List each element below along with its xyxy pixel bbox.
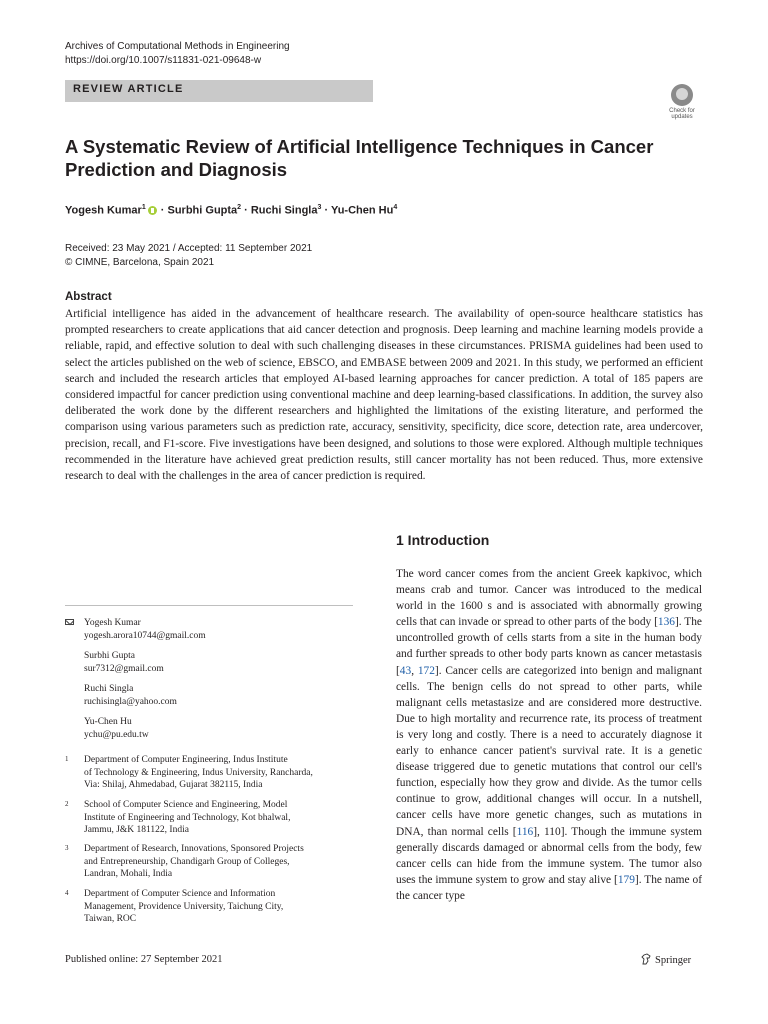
contact-email[interactable]: yogesh.arora10744@gmail.com: [84, 630, 206, 641]
affiliation-line: School of Computer Science and Engineering, Model: [84, 800, 288, 810]
author-affiliation-number: 1: [141, 204, 146, 211]
affiliation-line: Taiwan, ROC: [84, 914, 137, 924]
contact-email[interactable]: sur7312@gmail.com: [84, 663, 164, 674]
published-online-date: Published online: 27 September 2021: [65, 954, 223, 965]
affiliation-line: Department of Computer Science and Information: [84, 889, 276, 899]
affiliation-line: Institute of Engineering and Technology, Kot bhalwal,: [84, 812, 291, 823]
corresponding-author: [84, 617, 206, 642]
contact-email[interactable]: ychu@pu.edu.tw: [84, 729, 149, 740]
journal-header: [65, 40, 290, 68]
author-affiliation-number: 2: [237, 204, 242, 211]
affiliation-line: Landran, Mohali, India: [84, 869, 173, 879]
check-for-updates-label: Check for updates: [669, 108, 695, 120]
citation-link[interactable]: 136: [657, 616, 675, 629]
contact-name: Yogesh Kumar: [84, 618, 141, 628]
affiliation-number: 1: [65, 755, 69, 763]
abstract-heading: Abstract: [65, 291, 112, 303]
received-accepted-dates: Received: 23 May 2021 / Accepted: 11 September 2021: [65, 243, 313, 254]
orcid-icon[interactable]: [148, 206, 157, 215]
publisher-name: Springer: [655, 955, 692, 966]
affiliation-number: 2: [65, 800, 69, 808]
introduction-text: [396, 566, 702, 922]
affiliation-line: Via: Shilaj, Ahmedabad, Gujarat 382115, India: [84, 780, 263, 790]
affiliation-line: Department of Computer Engineering, Indus Institute: [84, 755, 288, 765]
envelope-icon: [65, 619, 74, 625]
body-text: The word cancer comes from the ancient Greek kapkivoc, which means crab and tumor. Cancer was introduced to the medical world in the 1600 s and is associated with abnormally growing cells that can invade or spread to other parts of the body [: [396, 568, 702, 629]
paper-title: [65, 135, 675, 181]
affiliation-number: 4: [65, 889, 69, 897]
copyright-line: © CIMNE, Barcelona, Spain 2021: [65, 257, 215, 268]
citation-link[interactable]: 116: [516, 825, 534, 838]
paper-title-line-2: Prediction and Diagnosis: [65, 159, 288, 180]
contact-name: Surbhi Gupta: [84, 651, 135, 661]
author-name[interactable]: Surbhi Gupta: [167, 204, 238, 217]
affiliation-line: of Technology & Engineering, Indus University, Rancharda,: [84, 767, 313, 778]
author-list: Yogesh Kumar$^1$ · Surbhi Gupta$^2$ · Ruchi Singla$^3$ · Yu-Chen Hu$^4$: [65, 204, 398, 217]
publication-dates: [65, 242, 312, 270]
affiliation-line: Department of Research, Innovations, Sponsored Projects: [84, 844, 304, 854]
affiliation-line: and Entrepreneurship, Chandigarh Group of Colleges,: [84, 856, 290, 867]
author-affiliation-number: 3: [317, 204, 322, 211]
contact-author: [84, 716, 149, 741]
check-for-updates-badge[interactable]: [664, 84, 700, 124]
author-name[interactable]: Ruchi Singla: [250, 204, 318, 217]
citation-link[interactable]: 43: [399, 664, 412, 677]
contact-name: Ruchi Singla: [84, 684, 134, 694]
affiliation: [84, 843, 364, 881]
author-name[interactable]: Yogesh Kumar: [65, 204, 142, 217]
body-text: ]. The uncontrolled growth of cells starts from a site in the human body and further spreads to other body parts known as cancer metastasis [: [396, 616, 702, 677]
affiliation: [84, 888, 364, 926]
affiliation-number: 3: [65, 844, 69, 852]
citation-link[interactable]: 179: [617, 873, 635, 886]
abstract-text: Artificial intelligence has aided in the advancement of healthcare research. The availability of open-source healthcare statistics has prompted researchers to create applications that aid cancer detection and prognosis. Deep learning and machine learning models provide a reliable, rapid, and effective solution to deal with such challenging diseases in these circumstances. PRISMA guidelines had been used to select the articles published on the web of science, EBSCO, and EMBASE between 2009 and 2021. In this study, we performed an efficient search and included the research articles that employed AI-based learning approaches for cancer prediction. A total of 185 papers are considered impactful for cancer prediction using conventional machine and deep learning-based classifications. In addition, the survey also deliberated the work done by the different researchers and highlighted the limitations of the existing literature, and performed the comparison using various parameters such as prediction rate, accuracy, sensitivity, specificity, dice score, detection rate, area undercover, precision, recall, and F1-score. Five investigations have been designed, and solutions to those were explored. Although multiple techniques recommended in the literature have achieved great prediction results, still cancer mortality has not been reduced. Thus, more extensive research to deal with the challenges in the area of cancer prediction is required.: [65, 308, 703, 483]
body-text: ]. Cancer cells are categorized into benign and malignant cells. The benign cells do not spread to other parts, while malignant cells metastasize and are considered more destructive. Due to high mortality and recurrence rate, its process of treatment is very long and costly. There is a need to accurately diagnose it early to enhance cancer patient's survival rate. It is a genetic disease triggered due to genetic mutations that control our cell's function, especially how they grow and divide. As the tumor cells continue to grow, additional changes will occur. In a nutshell, cancer cells have more genetic changes, such as mutations in DNA, than normal cells [: [396, 664, 702, 838]
body-text: ], 110]. Though the immune system generally discards damaged or abnormal cells from the body, few cancer cells can hide from the immune system. The tumor also uses the immune system to grow and stay alive [: [396, 825, 702, 886]
contact-author: [84, 650, 164, 675]
body-text: ,: [411, 664, 418, 677]
article-type-bar: [65, 80, 373, 102]
springer-horse-icon: [640, 953, 652, 965]
doi-link[interactable]: https://doi.org/10.1007/s11831-021-09648-w: [65, 55, 262, 66]
publisher-logo: [640, 953, 691, 966]
footnote-divider: [65, 605, 353, 606]
author-affiliation-number: 4: [393, 204, 398, 211]
section-heading-introduction: 1 Introduction: [396, 532, 490, 548]
contact-name: Yu-Chen Hu: [84, 717, 132, 727]
check-for-updates-icon: [671, 84, 693, 106]
contact-author: [84, 683, 177, 708]
author-name[interactable]: Yu-Chen Hu: [330, 204, 394, 217]
citation-link[interactable]: 172: [417, 664, 435, 677]
contact-email[interactable]: ruchisingla@yahoo.com: [84, 696, 177, 707]
body-text: ]. The name of the cancer type: [396, 873, 702, 902]
article-type-label: REVIEW ARTICLE: [73, 83, 184, 95]
affiliation: [84, 754, 364, 792]
affiliation-line: Jammu, J&K 181122, India: [84, 825, 189, 835]
paper-title-line-1: A Systematic Review of Artificial Intelligence Techniques in Cancer: [65, 136, 654, 157]
journal-name: Archives of Computational Methods in Engineering: [65, 41, 290, 52]
affiliation-line: Management, Providence University, Taichung City,: [84, 901, 284, 912]
affiliation: [84, 799, 364, 837]
